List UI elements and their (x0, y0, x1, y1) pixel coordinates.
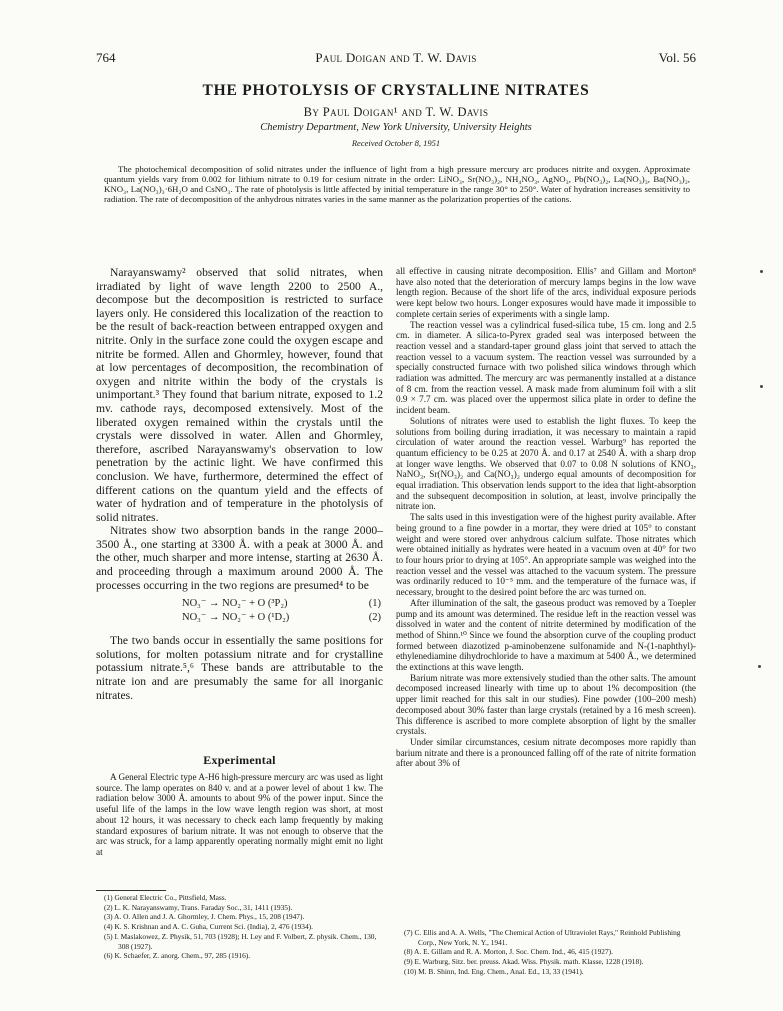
footnote-rule (96, 890, 166, 891)
footnote: (5) I. Maslakowez, Z. Physik, 51, 703 (1928); H. Ley and F. Volbert, Z. physik. Chem., 130, 308 (1927). (104, 931, 377, 951)
intro-paragraph-1: Narayanswamy² observed that solid nitrates, when irradiated by light of wave length 2200 to 2500 A., decompose but the decomposition is restricted to surface layers only. He considered this localization of the reaction to be the result of back-reaction between entrapped oxygen and nitrite. Only in the surface zone could the oxygen escape and nitrite be formed. Allen and Ghormley, however, found that at low percentages of decomposition, the recombination of oxygen and nitrite within the body of the crystals is unimportant.³ They found that barium nitrate, exposed to 1.2 mv. cathode rays, decomposed extensively. Most of the liberated oxygen remained within the crystals until the crystals were dissolved in water. Allen and Ghormley, therefore, ascribed Narayanswamy's observation to low penetration by the actinic light. We have confirmed this conclusion. We have, furthermore, determined the effect of different cations on the quantum yield and the effects of water of hydration and of temperature in the photolysis of solid nitrates. (96, 266, 383, 524)
footnote: (9) E. Warburg, Sitz. ber. preuss. Akad. Wiss. Physik. math. Klasse, 1228 (1918). (404, 957, 644, 967)
equation-block (96, 597, 383, 625)
right-paragraph-1: all effective in causing nitrate decomposition. Ellis⁷ and Gillam and Morton⁸ have also noted that the deterioration of mercury lamps begins in the low wave length region. Because of the short life of the arcs, individual exposure periods were kept below two hours. Longer exposures would have made it impossible to complete certain series of experiments with a single lamp. (396, 266, 696, 319)
abstract: The photochemical decomposition of solid nitrates under the influence of light from a high pressure mercury arc produces nitrite and oxygen. Approximate quantum yields vary from 0.002 for lithium nitrate to 0.19 for cesium nitrate in the order: LiNO₃, Sr(NO₃)₂, NH₄NO₃, AgNO₃, Pb(NO₃)₂, La(NO₃)₃, Ba(NO₃)₂, KNO₃, La(NO₃)₃·6H₂O and CsNO₃. The rate of photolysis is little affected by initial temperature in the range 30° to 250°. Water of hydration increases sensitivity to radiation. The rate of decomposition of the anhydrous nitrates varies in the same manner as the polarization properties of the cations. (104, 164, 690, 205)
right-paragraph-3: Solutions of nitrates were used to establish the light fluxes. To keep the solutions from boiling during irradiation, it was necessary to maintain a rapid circulation of water around the reaction vessel. Warburg⁹ has reported the quantum efficiency to be 0.25 at 2070 Å. and 0.17 at 2540 Å. with a sharp drop at longer wave lengths. We observed that 0.07 to 0.08 N solutions of KNO₃, NaNO₃, Sr(NO₃)₂ and Ca(NO₃)₂ undergo equal amounts of decomposition for equal irradiation. This observation lends support to the idea that light-absorption and the subsequent decomposition in solution, at least, involve principally the nitrate ion. (396, 415, 696, 512)
scan-speck (758, 665, 761, 668)
footnote: (1) General Electric Co., Pittsfield, Mass. (104, 893, 227, 902)
volume-label: Vol. 56 (658, 50, 696, 65)
right-paragraph-5: After illumination of the salt, the gaseous product was removed by a Toepler pump and its amount was determined. The residue left in the reaction vessel was dissolved in water and the content of nitrite determined by modification of the method of Shinn.¹⁰ Since we found the absorption curve of the coupling product formed between diazotized p-aminobenzene sulfonamide and N-(1-naphthyl)-ethylenediamine dihydrochloride to have a maximum at 5400 Å., we determined the extinctions at this wave length. (396, 597, 696, 673)
intro-paragraph-3: The two bands occur in essentially the same positions for solutions, for molten potassium nitrate and for crystalline potassium nitrate.⁵,⁶ These bands are attributable to the nitrate ion and are presumably the same for all inorganic nitrates. (96, 634, 383, 702)
footnotes-left (104, 893, 384, 961)
equation-2 (96, 611, 383, 625)
equation-1 (96, 597, 383, 611)
paper-title: THE PHOTOLYSIS OF CRYSTALLINE NITRATES (202, 82, 590, 99)
page-number: 764 (96, 50, 116, 65)
experimental-body (96, 772, 383, 858)
affiliation: Chemistry Department, New York University, University Heights (260, 122, 532, 133)
right-column (396, 266, 696, 769)
footnote: (10) M. B. Shinn, Ind. Eng. Chem., Anal. Ed., 13, 33 (1941). (404, 966, 584, 976)
scan-speck (760, 385, 763, 388)
running-header (96, 50, 696, 66)
received-date: Received October 8, 1951 (351, 138, 441, 148)
right-paragraph-2: The reaction vessel was a cylindrical fused-silica tube, 15 cm. long and 2.5 cm. in diameter. A silica-to-Pyrex graded seal was interposed between the reaction vessel and a standard-taper ground glass joint that served to attach the reaction vessel to a vacuum system. The reaction vessel was surrounded by a specially constructed furnace with two polished silica windows through which radiation was admitted. The mercury arc was permanently installed at a distance of 8 cm. from the reaction vessel. A mask made from aluminum foil with a slit 0.9 × 7.7 cm. was placed over the uppermost silica plate in order to define the incident beam. (396, 319, 696, 416)
footnote: (7) C. Ellis and A. A. Wells, "The Chemical Action of Ultraviolet Rays," Reinhold Publishing Corp., New York, N. Y., 1941. (404, 928, 681, 947)
equation-1-text: NO₃⁻ → NO₂⁻ + O (³P₂) (182, 598, 288, 610)
footnotes-right (404, 928, 696, 977)
equation-2-number: (2) (368, 612, 381, 624)
right-paragraph-7: Under similar circumstances, cesium nitrate decomposes more rapidly than barium nitrate and there is a pronounced falling off of the rate of nitrite formation after about 3% of (396, 736, 696, 769)
experimental-paragraph-1: A General Electric type A-H6 high-pressure mercury arc was used as light source. The lamp operates on 840 v. and at a power level of about 1 kw. The radiation below 3000 Å. amounts to about 9% of the power input. Since the useful life of the lamps in the low wave length region was short, at most about 12 hours, it was necessary to check each lamp frequently by making standard exposures of barium nitrate. It was not enough to observe that the arc was struck, for a lamp apparently operating normally might emit no light at (96, 772, 383, 857)
footnote: (8) A. E. Gillam and R. A. Morton, J. Soc. Chem. Ind., 46, 415 (1927). (404, 947, 613, 957)
equation-1-number: (1) (368, 598, 381, 610)
footnote: (4) K. S. Krishnan and A. C. Guha, Current Sci. (India), 2, 476 (1934). (104, 922, 313, 932)
equation-2-text: NO₃⁻ → NO₂⁻ + O (¹D₂) (182, 612, 290, 624)
footnote: (2) L. K. Narayanswamy, Trans. Faraday Soc., 31, 1411 (1935). (104, 902, 293, 912)
footnote: (3) A. O. Allen and J. A. Ghormley, J. Chem. Phys., 15, 208 (1947). (104, 912, 305, 922)
right-paragraph-4: The salts used in this investigation were of the highest purity available. After being ground to a fine powder in a mortar, they were dried at 105° to constant weight and were stored over anhydrous calcium sulfate. Those nitrates which were obtained initially as hydrates were heated in a vacuum oven at 40° for two to four hours prior to drying at 105°. An appropriate sample was weighed into the reaction vessel and the vessel was attached to the vacuum system. The pressure was ordinarily reduced to 10⁻⁵ mm. and the temperature of the furnace was, if necessary, brought to the desired point before the arc was turned on. (396, 512, 696, 598)
left-column (96, 266, 383, 702)
experimental-heading: Experimental (203, 753, 276, 767)
running-head-authors: Paul Doigan and T. W. Davis (315, 50, 477, 65)
right-paragraph-6: Barium nitrate was more extensively studied than the other salts. The amount decomposed increased linearly with time up to about 1% decomposition (the upper limit reached for this salt in our studies). Fine powder (100–200 mesh) decomposed about 30% faster than large crystals (retained by a 16 mesh screen). This difference is ascribed to more complete absorption of light by the smaller crystals. (396, 672, 696, 737)
author-line: By Paul Doigan¹ and T. W. Davis (303, 105, 489, 119)
footnote: (6) K. Schaefer, Z. anorg. Chem., 97, 285 (1916). (104, 951, 251, 961)
scan-speck (760, 270, 763, 273)
intro-paragraph-2: Nitrates show two absorption bands in the range 2000–3500 Å., one starting at 3300 Å. with a peak at 3000 Å. and the other, much sharper and more intense, starting at 2630 Å. and proceeding through a maximum around 2000 Å. The processes occurring in the two regions are presumed⁴ to be (96, 524, 383, 592)
